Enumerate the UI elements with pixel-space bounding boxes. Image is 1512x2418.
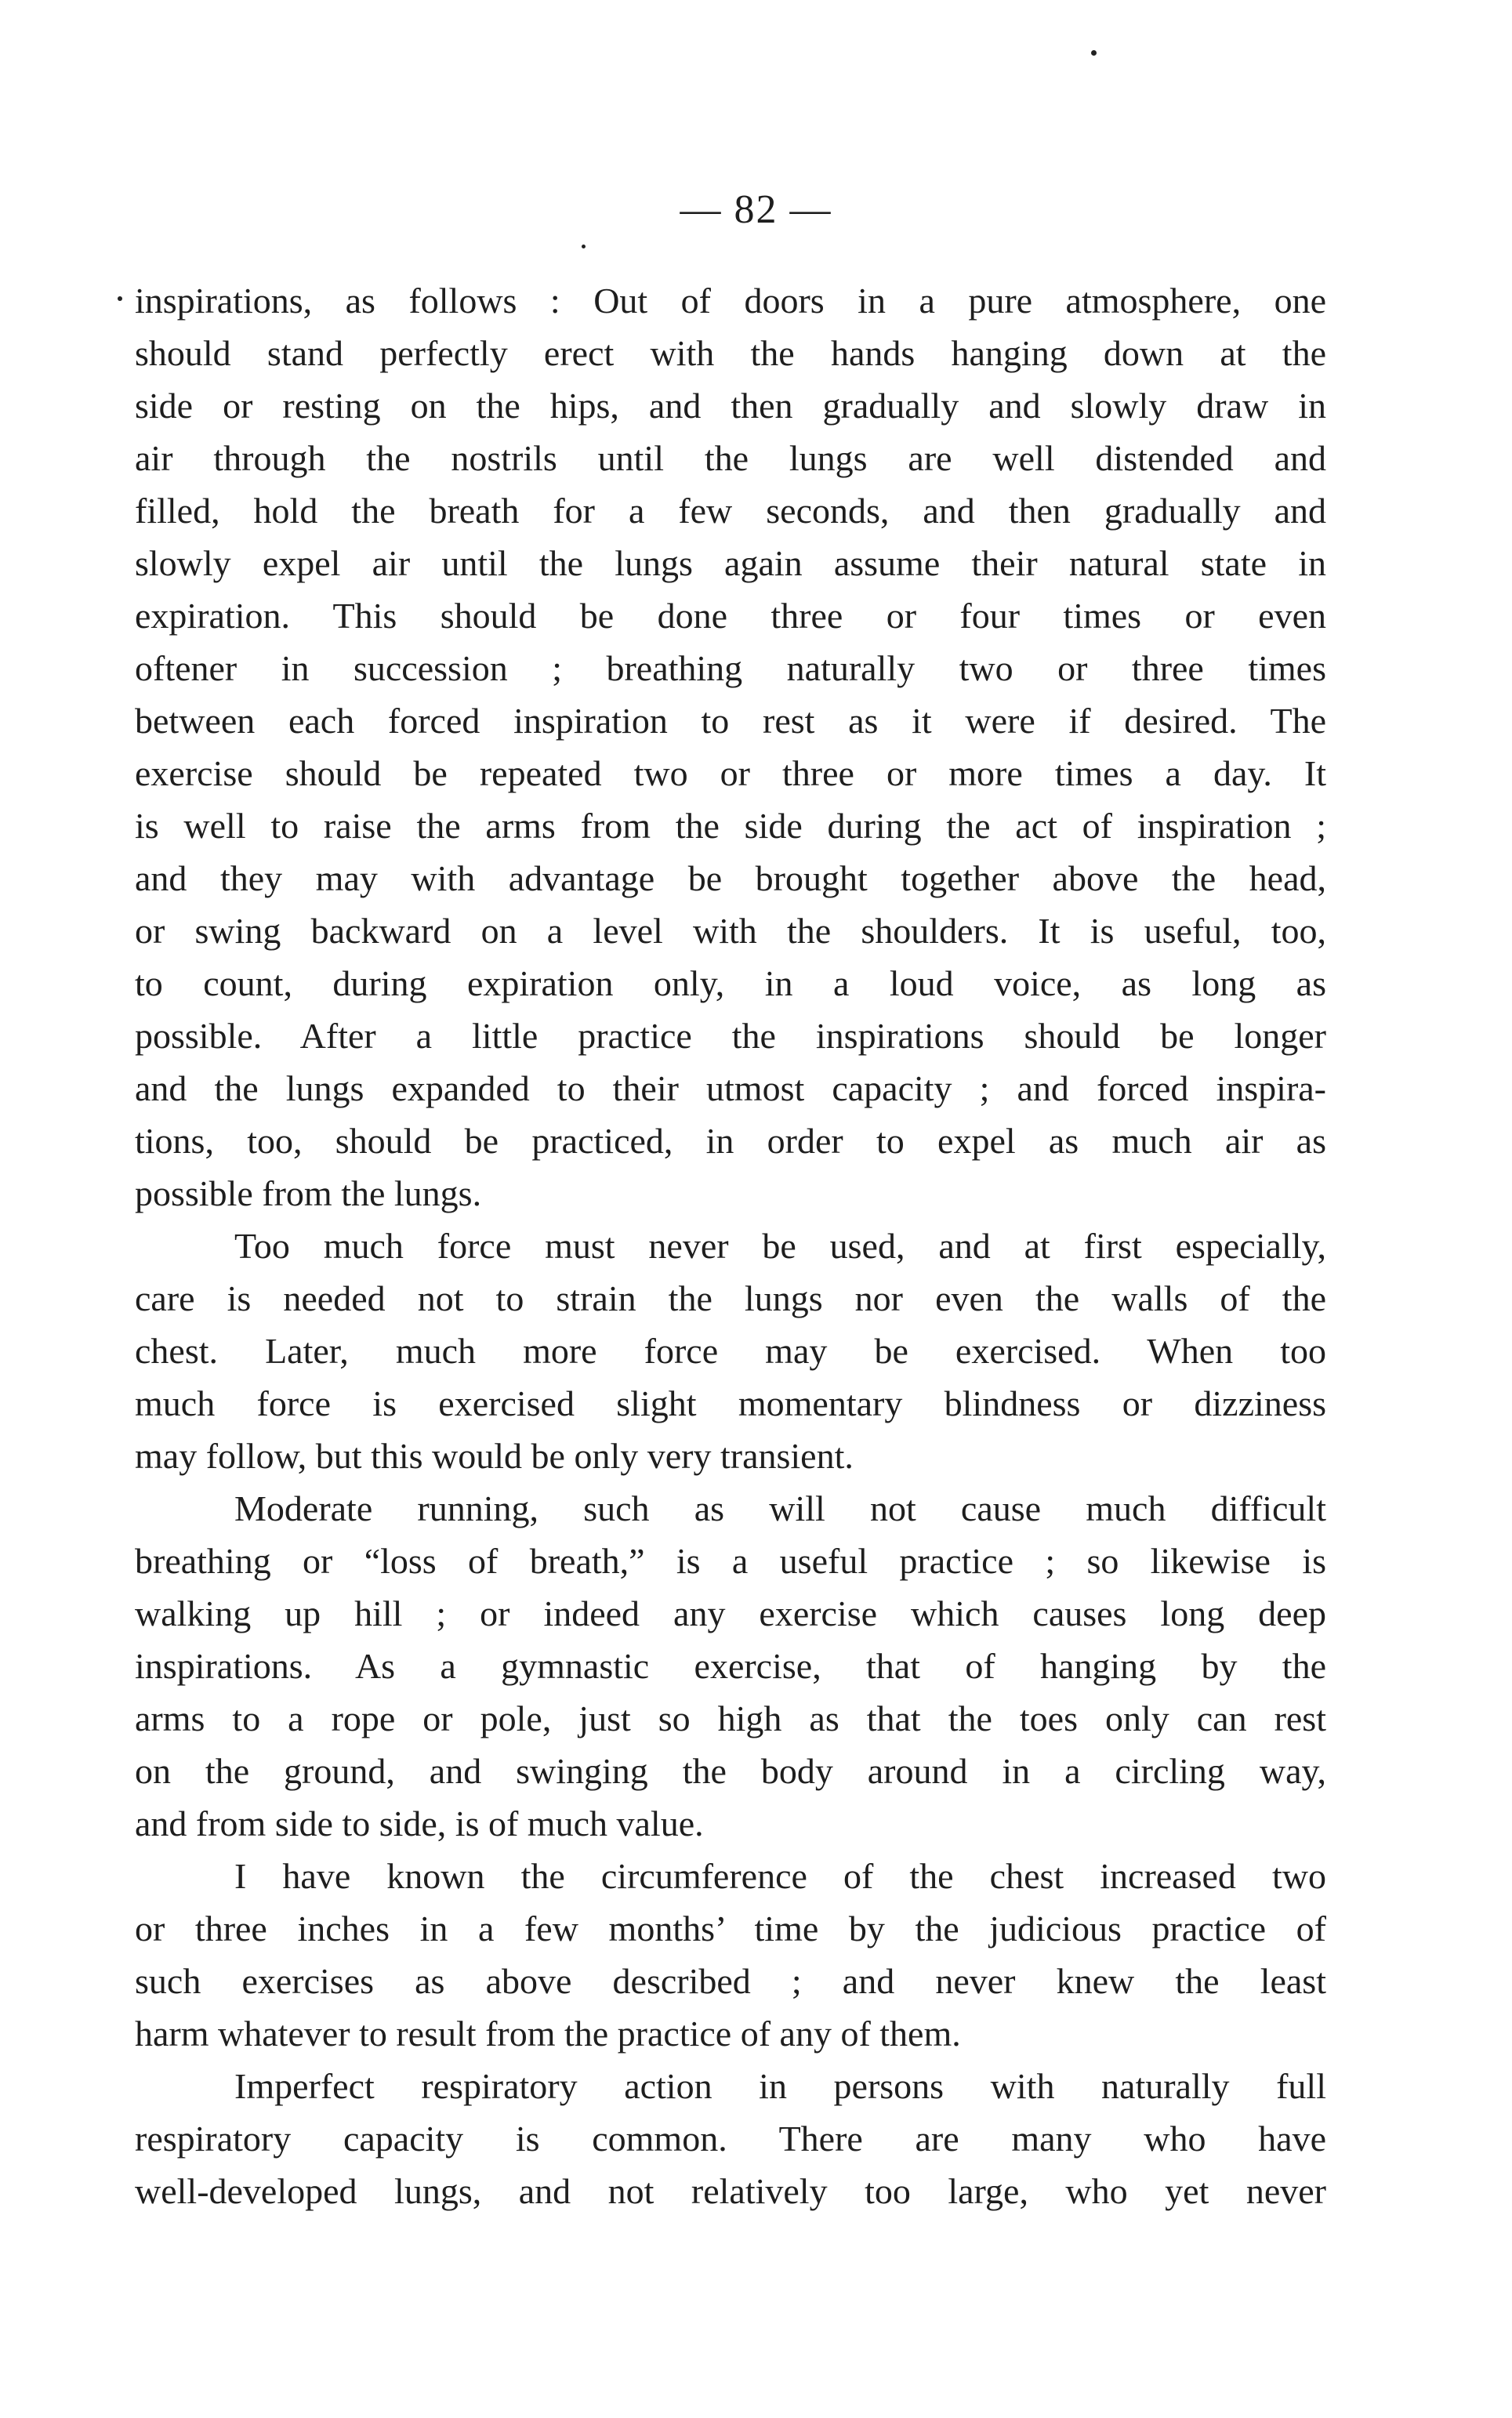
text-line: between each forced inspiration to rest as it were if desired. The — [135, 701, 1326, 741]
text-line: harm whatever to result from the practice of any of them. — [135, 2014, 961, 2054]
paragraph — [135, 1850, 1326, 2060]
text-line: exercise should be repeated two or three or more times a day. It — [135, 753, 1326, 793]
text-line: Imperfect respiratory action in persons with naturally full — [234, 2066, 1326, 2106]
text-line: or swing backward on a level with the shoulders. It is useful, too, — [135, 911, 1326, 951]
text-line: inspirations. As a gymnastic exercise, that of hanging by the — [135, 1646, 1326, 1686]
text-line: tions, too, should be practiced, in order to expel as much air as — [135, 1121, 1326, 1161]
paragraph — [135, 274, 1326, 1220]
text-line: care is needed not to strain the lungs nor even the walls of the — [135, 1278, 1326, 1318]
text-line: filled, hold the breath for a few seconds, and then gradually and — [135, 491, 1326, 531]
text-line: slowly expel air until the lungs again assume their natural state in — [135, 543, 1326, 583]
text-line: Too much force must never be used, and at first especially, — [234, 1226, 1326, 1266]
paragraph — [135, 2060, 1326, 2217]
text-line: respiratory capacity is common. There are many who have — [135, 2119, 1326, 2159]
text-line: and the lungs expanded to their utmost capacity ; and forced inspira- — [135, 1068, 1326, 1108]
ink-speck — [582, 245, 586, 248]
text-line: inspirations, as follows : Out of doors in a pure atmosphere, one — [135, 281, 1326, 321]
page-number: — 82 — — [680, 187, 832, 232]
text-line: side or resting on the hips, and then gradually and slowly draw in — [135, 386, 1326, 426]
text-line: oftener in succession ; breathing naturally two or three times — [135, 648, 1326, 688]
text-line: walking up hill ; or indeed any exercise which causes long deep — [135, 1593, 1326, 1633]
text-line: and they may with advantage be brought together above the head, — [135, 858, 1326, 898]
text-line: to count, during expiration only, in a loud voice, as long as — [135, 963, 1326, 1003]
text-line: should stand perfectly erect with the hands hanging down at the — [135, 333, 1326, 373]
text-line: possible. After a little practice the inspirations should be longer — [135, 1016, 1326, 1056]
text-line: chest. Later, much more force may be exercised. When too — [135, 1331, 1326, 1371]
text-line: Moderate running, such as will not cause much difficult — [234, 1488, 1326, 1528]
text-line: possible from the lungs. — [135, 1173, 482, 1213]
text-line: on the ground, and swinging the body around in a circling way, — [135, 1751, 1326, 1791]
text-line: arms to a rope or pole, just so high as that the toes only can rest — [135, 1698, 1326, 1738]
paragraph — [135, 1482, 1326, 1850]
text-line: and from side to side, is of much value. — [135, 1804, 704, 1843]
text-line: expiration. This should be done three or four times or even — [135, 596, 1326, 636]
text-line: well-developed lungs, and not relatively too large, who yet never — [135, 2171, 1326, 2211]
text-line: such exercises as above described ; and never knew the least — [135, 1961, 1326, 2001]
text-line: breathing or “loss of breath,” is a useful practice ; so likewise is — [135, 1541, 1326, 1581]
ink-speck — [1091, 50, 1097, 56]
text-line: I have known the circumference of the chest increased two — [234, 1856, 1326, 1896]
ink-speck — [118, 296, 122, 301]
paragraph — [135, 1220, 1326, 1482]
body-text — [135, 274, 1326, 2217]
text-line: air through the nostrils until the lungs are well distended and — [135, 438, 1326, 478]
text-line: may follow, but this would be only very transient. — [135, 1436, 854, 1476]
text-line: or three inches in a few months’ time by the judicious practice of — [135, 1909, 1326, 1949]
text-line: much force is exercised slight momentary blindness or dizziness — [135, 1383, 1326, 1423]
text-line: is well to raise the arms from the side during the act of inspiration ; — [135, 806, 1326, 846]
